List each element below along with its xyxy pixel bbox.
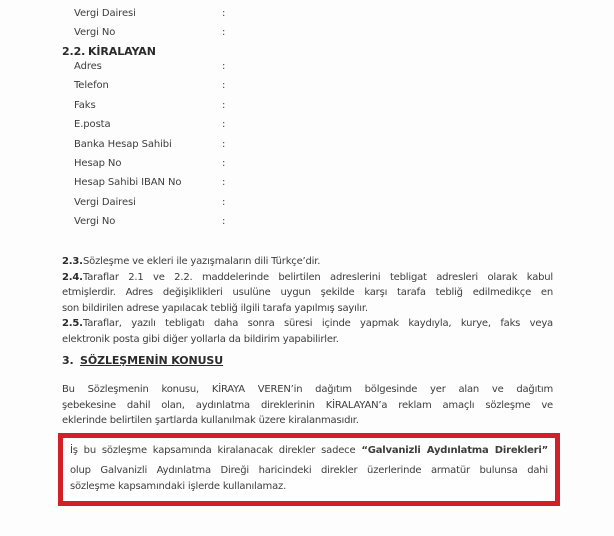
highlight-line xyxy=(70,479,548,495)
clause-number: 2.5. xyxy=(62,318,83,329)
field-colon: : xyxy=(222,27,226,39)
section-number: 2.2. xyxy=(62,45,86,58)
field-label: Vergi Dairesi xyxy=(74,196,136,208)
clause-2-4-line xyxy=(62,285,553,301)
field-value xyxy=(234,96,574,115)
clause-number: 2.3. xyxy=(62,256,83,267)
paragraph-text: eklerinde belirtilen şartlarda kullanılmak üzere kiralanmasıdır. xyxy=(62,415,359,426)
field-colon: : xyxy=(222,138,226,150)
clause-text: Taraflar, yazılı tebligatı daha sonra süresi içinde yapmak kaydıyla, kurye, faks veya xyxy=(83,318,553,329)
field-colon: : xyxy=(222,157,226,169)
paragraph-line xyxy=(62,382,553,398)
field-row xyxy=(74,96,574,115)
highlight-line xyxy=(70,443,548,459)
field-colon: : xyxy=(222,119,226,131)
section-3-paragraph xyxy=(62,382,553,429)
field-row xyxy=(74,135,574,154)
field-label: E.posta xyxy=(74,119,111,131)
field-row xyxy=(74,154,574,173)
highlight-line xyxy=(70,463,548,479)
clause-2-5-line xyxy=(62,316,553,332)
section-number: 3. xyxy=(62,354,74,367)
field-row xyxy=(74,193,574,212)
field-value xyxy=(234,154,574,173)
field-row xyxy=(74,115,574,134)
paragraph-text: şebekesine dahil olan, aydınlatma direklerinin KİRALAYAN’a reklam amaçlı sözleşme ve xyxy=(62,399,553,411)
field-label: Hesap No xyxy=(74,157,122,169)
field-label: Telefon xyxy=(74,80,109,92)
field-row xyxy=(74,4,574,23)
highlight-text: İş bu sözleşme kapsamında kiralanacak direkler sadece xyxy=(70,445,362,456)
field-label: Banka Hesap Sahibi xyxy=(74,138,172,150)
highlight-text-bold: “Galvanizli Aydınlatma Direkleri” xyxy=(361,445,548,456)
field-value xyxy=(234,135,574,154)
highlight-box xyxy=(58,433,560,506)
section-title: SÖZLEŞMENİN KONUSU xyxy=(80,354,224,367)
field-row xyxy=(74,212,574,231)
kiralayan-field-list xyxy=(74,57,574,232)
field-label: Hesap Sahibi IBAN No xyxy=(74,177,182,189)
field-value xyxy=(234,23,574,42)
clauses-block xyxy=(62,254,553,347)
field-value xyxy=(234,76,574,95)
field-value xyxy=(234,4,574,23)
field-colon: : xyxy=(222,196,226,208)
field-colon: : xyxy=(222,80,226,92)
paragraph-line xyxy=(62,413,553,429)
field-label: Vergi Dairesi xyxy=(74,8,136,19)
field-value xyxy=(234,57,574,76)
field-row xyxy=(74,173,574,192)
field-colon: : xyxy=(222,177,226,189)
field-value xyxy=(234,115,574,134)
section-title: KİRALAYAN xyxy=(88,45,156,58)
highlight-text: sözleşme kapsamındaki işlerde kullanılamaz. xyxy=(70,481,287,492)
clause-2-4-line xyxy=(62,301,553,317)
clause-number: 2.4. xyxy=(62,271,83,283)
highlight-text: olup Galvanizli Aydınlatma Direği haricindeki direkler üzerlerinde armatür bulunsa dahi xyxy=(70,465,548,476)
paragraph-text: Bu Sözleşmenin konusu, KİRAYA VEREN’in dağıtım bölgesinde yer alan ve dağıtım xyxy=(62,384,553,395)
field-colon: : xyxy=(222,99,226,111)
field-label: Vergi No xyxy=(74,27,116,39)
field-value xyxy=(234,193,574,212)
clause-text: son bildirilen adrese yapılacak tebliğ ilgili tarafa yapılmış sayılır. xyxy=(62,302,368,314)
field-label: Faks xyxy=(74,99,96,111)
clause-2-3 xyxy=(62,254,553,270)
clause-text: Sözleşme ve ekleri ile yazışmaların dili Türkçe’dir. xyxy=(83,256,321,267)
field-label: Adres xyxy=(74,61,102,72)
clause-text: etmişlerdir. Adres değişiklikleri usulüne uygun şekilde karşı tarafa tebliğ edilmedikçe en xyxy=(62,287,553,298)
clause-text: Taraflar 2.1 ve 2.2. maddelerinde belirtilen adreslerini tebligat adresleri olarak kabul xyxy=(83,271,553,283)
section-heading-konusu xyxy=(62,354,223,367)
clause-2-4-line xyxy=(62,270,553,286)
field-label: Vergi No xyxy=(74,216,116,228)
field-value xyxy=(234,173,574,192)
field-row xyxy=(74,23,574,42)
field-row xyxy=(74,76,574,95)
field-row xyxy=(74,57,574,76)
top-field-list xyxy=(74,4,574,43)
field-value xyxy=(234,212,574,231)
field-colon: : xyxy=(222,61,226,72)
paragraph-line xyxy=(62,398,553,414)
clause-text: elektronik posta gibi diğer yollarla da bildirim yapabilirler. xyxy=(62,333,339,345)
clause-2-5-line xyxy=(62,332,553,348)
field-colon: : xyxy=(222,8,226,19)
field-colon: : xyxy=(222,216,226,228)
